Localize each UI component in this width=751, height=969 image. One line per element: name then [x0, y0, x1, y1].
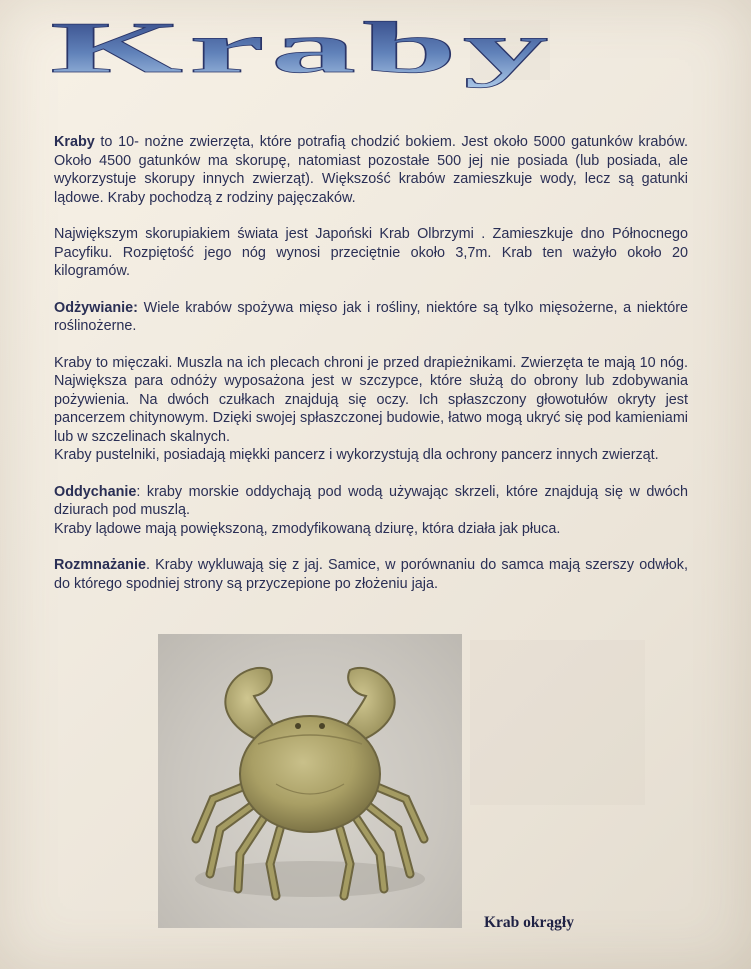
paragraph-line: [54, 483, 688, 520]
paragraph-lead: Rozmnażanie: [54, 557, 146, 573]
crab-illustration: [158, 634, 462, 928]
paragraph-anatomy: [54, 354, 688, 465]
show-through-shadow: [470, 640, 645, 805]
paragraph-text: to 10- nożne zwierzęta, które potrafią chodzić bokiem. Jest około 5000 gatunków krabów. Około 4500 gatunków ma skorupę, natomiast pozostałe 500 jej nie posiada (lub posiada, ale wykorzystuje skorupy innych zwierząt). Większość krabów zamieszkuje wody, lecz są gatunki lądowe. Kraby pochodzą z rodziny pajęczaków.: [54, 134, 688, 206]
paragraph-text: . Kraby wykluwają się z jaj. Samice, w porównaniu do samca mają szerszy odwłok, do którego spodniej strony są przyczepione po złożeniu jaja.: [54, 557, 688, 592]
paragraph-text: Największym skorupiakiem świata jest Japoński Krab Olbrzymi . Zamieszkuje dno Północnego Pacyfiku. Rozpiętość jego nóg wynosi przeciętnie około 3,7m. Krab ten ważyło około 20 kilogramów.: [54, 226, 688, 279]
paragraph-diet: [54, 299, 688, 336]
paragraph-text: Wiele krabów spożywa mięso jak i rośliny, niektóre są tylko mięsożerne, a niektóre roślinożerne.: [54, 299, 688, 334]
page-title: [50, 0, 690, 114]
paragraph-lead: Oddychanie: [54, 483, 137, 500]
page-title-wordart: [50, 0, 690, 114]
paragraph-line: Kraby pustelniki, posiadają miękki pancerz i wykorzystują dla ochrony pancerz innych zwierząt.: [54, 447, 659, 463]
paragraph-breathing: [54, 483, 688, 539]
paragraph-text: : kraby morskie oddychają pod wodą używając skrzeli, które znajdują się w dwóch dziurach pod muszlą.: [54, 483, 688, 518]
paragraph-line: Kraby to mięczaki. Muszla na ich plecach chroni je przed drapieżnikami. Zwierzęta te mają 10 nóg. Największa para odnóży wyposażona jest w szczypce, które służą do obrony lub zdobywania pożywienia. Na dwóch czułkach znajdują się oczy. Ich spłaszczony głowotułów okryty jest pancerzem chitynowym. Dzięki swojej spłaszczonej budowie, łatwo mogą ukryć się pod kamieniami lub w szczelinach skalnych.: [54, 354, 688, 445]
paragraph-lead: Kraby: [54, 134, 95, 150]
paragraph-intro: [54, 133, 688, 207]
paragraph-largest-crab: [54, 225, 688, 281]
paragraph-reproduction: [54, 556, 688, 593]
article-body: [54, 133, 688, 611]
page-title-text: Kraby: [50, 7, 555, 89]
paragraph-lead: Odżywianie:: [54, 299, 138, 316]
crab-photo: [158, 634, 462, 928]
paragraph-line: Kraby lądowe mają powiększoną, zmodyfikowaną dziurę, która działa jak płuca.: [54, 520, 561, 537]
photo-caption: Krab okrągły: [484, 914, 574, 931]
